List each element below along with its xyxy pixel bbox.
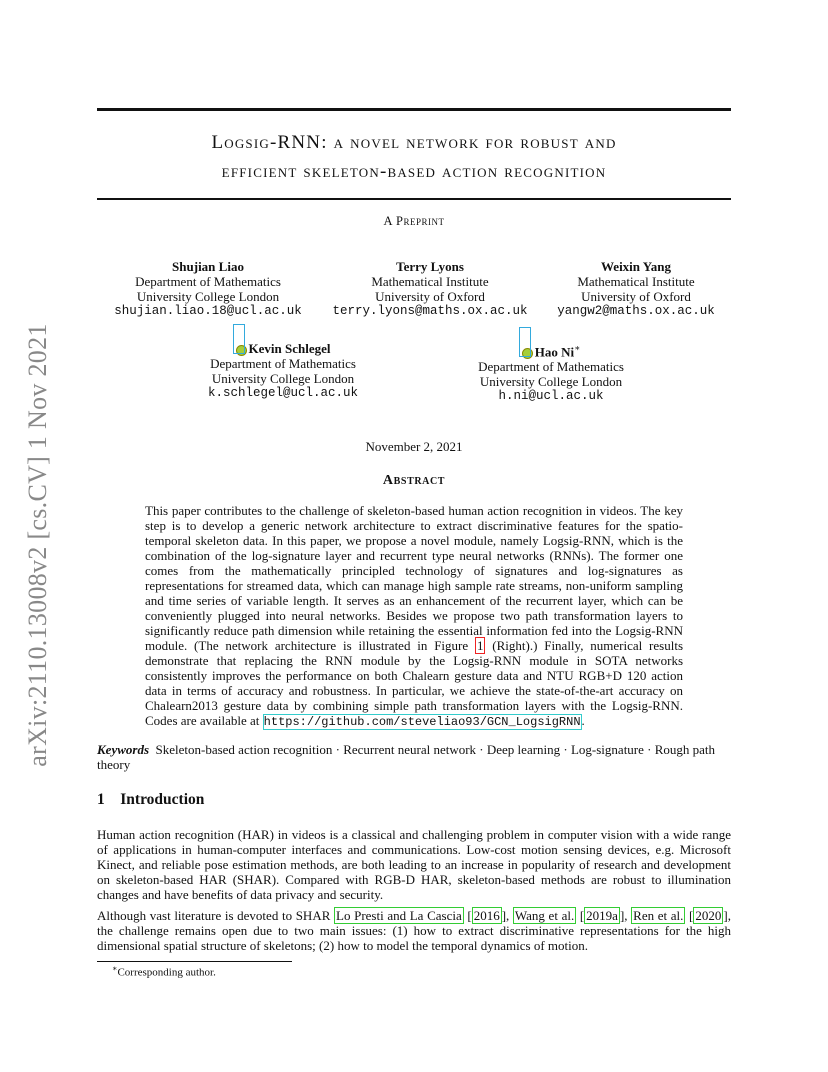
author-email[interactable]: shujian.liao.18@ucl.ac.uk [114,304,302,318]
title-top-rule [97,108,731,111]
keywords [97,742,731,772]
paper-title-line2: efficient skeleton-based action recognition [221,161,607,182]
citation-link[interactable]: Ren et al. [633,908,684,923]
orcid-link-box [233,324,245,354]
publication-date: November 2, 2021 [365,439,463,454]
author-email[interactable]: k.schlegel@ucl.ac.uk [207,386,359,400]
author-department: Department of Mathematics [135,274,281,289]
citation-link[interactable]: Wang et al. [514,908,575,923]
keywords-label: Keywords [97,742,149,757]
author-block [163,341,403,401]
title-bottom-rule [97,198,731,200]
author-department: Department of Mathematics [210,356,356,371]
orcid-link-box [519,327,531,357]
citation-year-link[interactable]: 2019a [586,908,618,923]
author-name-row [163,341,403,356]
intro-text: , the challenge remains open due to two main issues: (1) how to extract discriminative representations for the high dimensional spatial structure of skeletons; (2) how to model the temporal dynamics of motion. [97,908,731,953]
intro-paragraph-2: Although vast literature is devoted to SHAR Lo Presti and La Cascia [ 2016 ], Wang et al. [ 2019a ], Ren et al. [ 2020 ], the challenge remains open due to two main issues: (1) how to extract discriminative representations for the high dimensional spatial structure of skeletons; (2) how to model the temporal dynamics of motion. [97,908,731,953]
abstract-body [145,503,683,730]
author-name: Shujian Liao [172,259,244,274]
citation-year-link[interactable]: 2016 [473,908,500,923]
author-institution: University College London [136,289,280,304]
author-name: Hao Ni [534,344,575,360]
paper-title [97,128,731,186]
arxiv-sidebar [0,0,76,1072]
author-institution: University College London [211,371,355,386]
intro-text: Although vast literature is devoted to SHAR [97,908,335,923]
author-name: Terry Lyons [396,259,464,274]
author-institution: University College London [479,374,623,390]
footnote-text: Corresponding author. [117,966,216,979]
intro-paragraph-1: Human action recognition (HAR) in videos is a classical and challenging problem in computer vision with a wide range of applications in human-computer interfaces and communications. Low-cost motion sensing devices, e.g. Microsoft Kinect, and reliable pose estimation methods, are both leading to an increase in popularity of research and development on skeleton-based HAR (SHAR). Compared with RGB-D HAR, skeleton-based methods are robust to illumination changes and have benefits of data privacy and security. [97,827,731,902]
author-email[interactable]: yangw2@maths.ox.ac.uk [557,304,715,318]
footnote-marker[interactable]: ∗ [574,343,581,353]
author-department: Department of Mathematics [478,359,624,375]
author-institution: University of Oxford [375,289,485,304]
footnote-mark: ∗ [112,964,118,973]
author-email[interactable]: h.ni@ucl.ac.uk [498,389,604,404]
author-department: Mathematical Institute [371,274,489,289]
section-number: 1 [97,791,105,808]
footnote [112,964,216,979]
abstract-text: This paper contributes to the challenge of skeleton-based human action recognition in videos. The key step is to develop a generic network architecture to extract discriminative features for the spatio-temporal skeleton data. In this paper, we propose a novel module, namely Logsig-RNN, which is the combination of the log-signature layer and recurrent type neural networks (RNNs). The former one comes from the mathematically principled technology of signatures and log-signatures as representations for streamed data, which can manage high sample rate streams, non-uniform sampling and time series of variable length. It serves as an enhancement of the recurrent layer, which can be conveniently plugged into neural networks. Besides we propose two path transformation layers to significantly reduce path dimension while retaining the essential information fed into the Logsig-RNN module. (The network architecture is illustrated in Figure [145,503,683,653]
author-block [88,259,328,319]
paper-title-line1: Logsig-RNN: a novel network for robust and [211,132,617,153]
orcid-icon[interactable] [236,345,247,356]
section-title: Introduction [120,791,205,808]
author-block [431,341,671,404]
citation-link[interactable]: Lo Presti and La Cascia [336,908,462,923]
author-name: Kevin Schlegel [248,341,331,356]
author-name-row [431,341,671,359]
preprint-label: A Preprint [383,214,445,228]
author-block [310,259,550,319]
abstract-text: . [581,713,585,728]
code-url-link[interactable]: https://github.com/steveliao93/GCN_LogsigRNN [263,715,581,729]
keywords-text: Skeleton-based action recognition · Recurrent neural network · Deep learning · Log-signature · Rough path theory [97,742,716,772]
abstract-heading: Abstract [382,473,446,488]
figure-reference-link[interactable]: 1 [476,638,484,653]
author-institution: University of Oxford [581,289,691,304]
orcid-icon[interactable] [522,348,533,359]
author-block [516,259,756,319]
arxiv-identifier: arXiv:2110.13008v2 [cs.CV] 1 Nov 2021 [23,323,52,767]
section-heading [97,791,204,809]
citation-year-link[interactable]: 2020 [695,908,722,923]
author-email[interactable]: terry.lyons@maths.ox.ac.uk [332,304,528,318]
author-department: Mathematical Institute [577,274,695,289]
abstract-text: (Right).) Finally, numerical results demonstrate that replacing the RNN module by the Logsig-RNN module in SOTA networks consistently improves the performance on both Chalearn gesture data and NTU RGB+D 120 action data in terms of accuracy and robustness. In particular, we achieve the state-of-the-art accuracy on Chalearn2013 gesture data by combining simple path transformation layers with the Logsig-RNN. Codes are available at [145,638,683,728]
author-name: Weixin Yang [601,259,671,274]
footnote-rule [97,961,292,962]
